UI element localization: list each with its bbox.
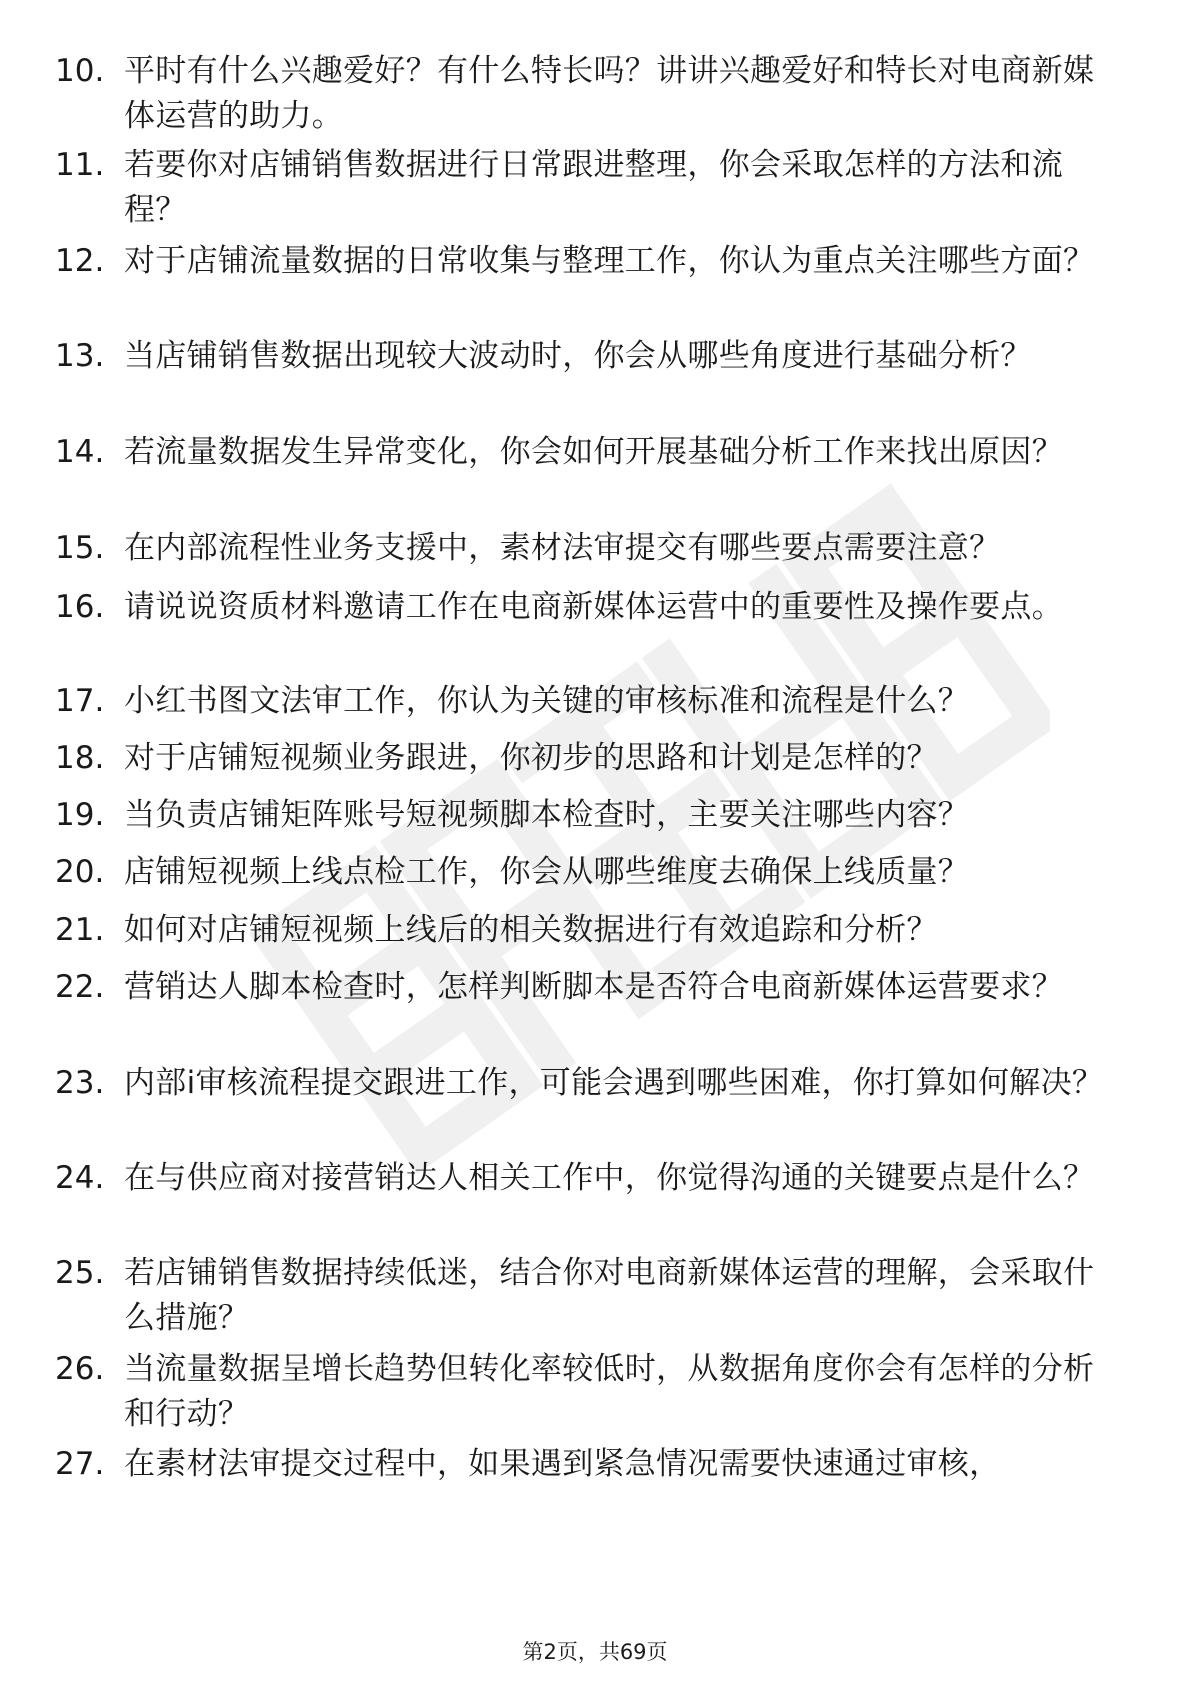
question-number: 23. xyxy=(55,1065,105,1101)
question-text: 平时有什么兴趣爱好？有什么特长吗？讲讲兴趣爱好和特长对电商新媒体运营的助力。 xyxy=(124,53,1095,134)
question-text: 内部i审核流程提交跟进工作，可能会遇到哪些困难，你打算如何解决？ xyxy=(124,1065,1104,1101)
page-number-label: 第2页，共69页 xyxy=(522,1640,668,1664)
question-text: 对于店铺流量数据的日常收集与整理工作，你认为重点关注哪些方面？ xyxy=(124,243,1095,279)
question-text: 当流量数据呈增长趋势但转化率较低时，从数据角度你会有怎样的分析和行动？ xyxy=(124,1351,1095,1432)
page-footer xyxy=(0,1637,1190,1667)
question-number: 20. xyxy=(55,854,105,890)
question-text: 如何对店铺短视频上线后的相关数据进行有效追踪和分析？ xyxy=(124,912,938,948)
question-text: 小红书图文法审工作，你认为关键的审核标准和流程是什么？ xyxy=(124,683,970,719)
question-number: 16. xyxy=(55,589,105,625)
question-text: 若要你对店铺销售数据进行日常跟进整理，你会采取怎样的方法和流程？ xyxy=(124,147,1063,228)
question-text: 请说说资质材料邀请工作在电商新媒体运营中的重要性及操作要点。 xyxy=(124,589,1063,625)
question-number: 22. xyxy=(55,969,105,1005)
question-text: 当负责店铺矩阵账号短视频脚本检查时，主要关注哪些内容？ xyxy=(124,797,970,833)
question-text: 若店铺销售数据持续低迷，结合你对电商新媒体运营的理解，会采取什么措施？ xyxy=(124,1255,1095,1336)
question-text: 店铺短视频上线点检工作，你会从哪些维度去确保上线质量？ xyxy=(124,854,970,890)
question-text: 在与供应商对接营销达人相关工作中，你觉得沟通的关键要点是什么？ xyxy=(124,1160,1095,1196)
question-text: 营销达人脚本检查时，怎样判断脚本是否符合电商新媒体运营要求？ xyxy=(124,969,1063,1005)
question-number: 11. xyxy=(55,147,105,183)
question-number: 19. xyxy=(55,797,105,833)
question-number: 14. xyxy=(55,434,105,470)
question-text: 在内部流程性业务支援中，素材法审提交有哪些要点需要注意？ xyxy=(124,530,1001,566)
question-number: 15. xyxy=(55,530,105,566)
question-number: 24. xyxy=(55,1160,105,1196)
question-number: 17. xyxy=(55,683,105,719)
question-number: 13. xyxy=(55,338,105,374)
question-number: 26. xyxy=(55,1351,105,1387)
question-text: 在素材法审提交过程中，如果遇到紧急情况需要快速通过审核， xyxy=(124,1446,1001,1482)
question-number: 27. xyxy=(55,1446,105,1482)
question-number: 25. xyxy=(55,1255,105,1291)
question-number: 10. xyxy=(55,53,105,89)
question-number: 21. xyxy=(55,912,105,948)
question-number: 12. xyxy=(55,243,105,279)
question-text: 若流量数据发生异常变化，你会如何开展基础分析工作来找出原因？ xyxy=(124,434,1063,470)
question-text: 当店铺销售数据出现较大波动时，你会从哪些角度进行基础分析？ xyxy=(124,338,1032,374)
question-text: 对于店铺短视频业务跟进，你初步的思路和计划是怎样的？ xyxy=(124,740,938,776)
question-number: 18. xyxy=(55,740,105,776)
